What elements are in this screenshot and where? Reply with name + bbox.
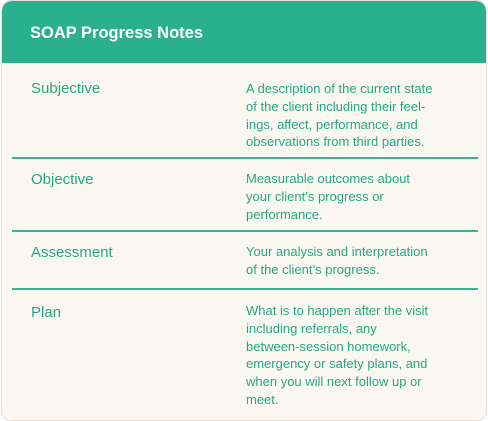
description-line: Measurable outcomes about <box>246 171 411 186</box>
row-divider <box>12 230 478 232</box>
description-line: ings, affect, performance, and <box>246 116 418 132</box>
description-line: of the client including their feel- <box>246 98 426 114</box>
row-label-assessment: Assessment <box>31 244 113 261</box>
description-line: performance. <box>246 206 323 222</box>
description-line: A description of the current state <box>246 81 433 96</box>
card-header <box>2 1 486 63</box>
description-line: when you will next follow up or <box>246 374 422 390</box>
row-divider <box>12 157 478 159</box>
description-line: between-session homework, <box>246 338 411 354</box>
description-line: observations from third parties. <box>246 134 425 150</box>
description-line: including referrals, any <box>246 320 377 336</box>
row-label-plan: Plan <box>31 304 62 321</box>
row-description-objective <box>246 170 471 223</box>
description-line: meet. <box>246 391 279 407</box>
description-line: your client’s progress or <box>246 188 384 204</box>
description-line: Your analysis and interpretation <box>246 244 428 259</box>
description-line: of the client’s progress. <box>246 261 380 277</box>
row-label-objective: Objective <box>31 171 94 188</box>
row-description-assessment <box>246 243 471 279</box>
row-description-subjective <box>246 80 471 151</box>
row-description-plan <box>246 302 471 409</box>
row-divider <box>12 288 478 290</box>
soap-notes-card <box>1 0 487 421</box>
card-title: SOAP Progress Notes <box>30 24 204 42</box>
description-line: What is to happen after the visit <box>246 303 429 318</box>
row-label-subjective: Subjective <box>31 80 101 97</box>
description-line: emergency or safety plans, and <box>246 356 428 372</box>
